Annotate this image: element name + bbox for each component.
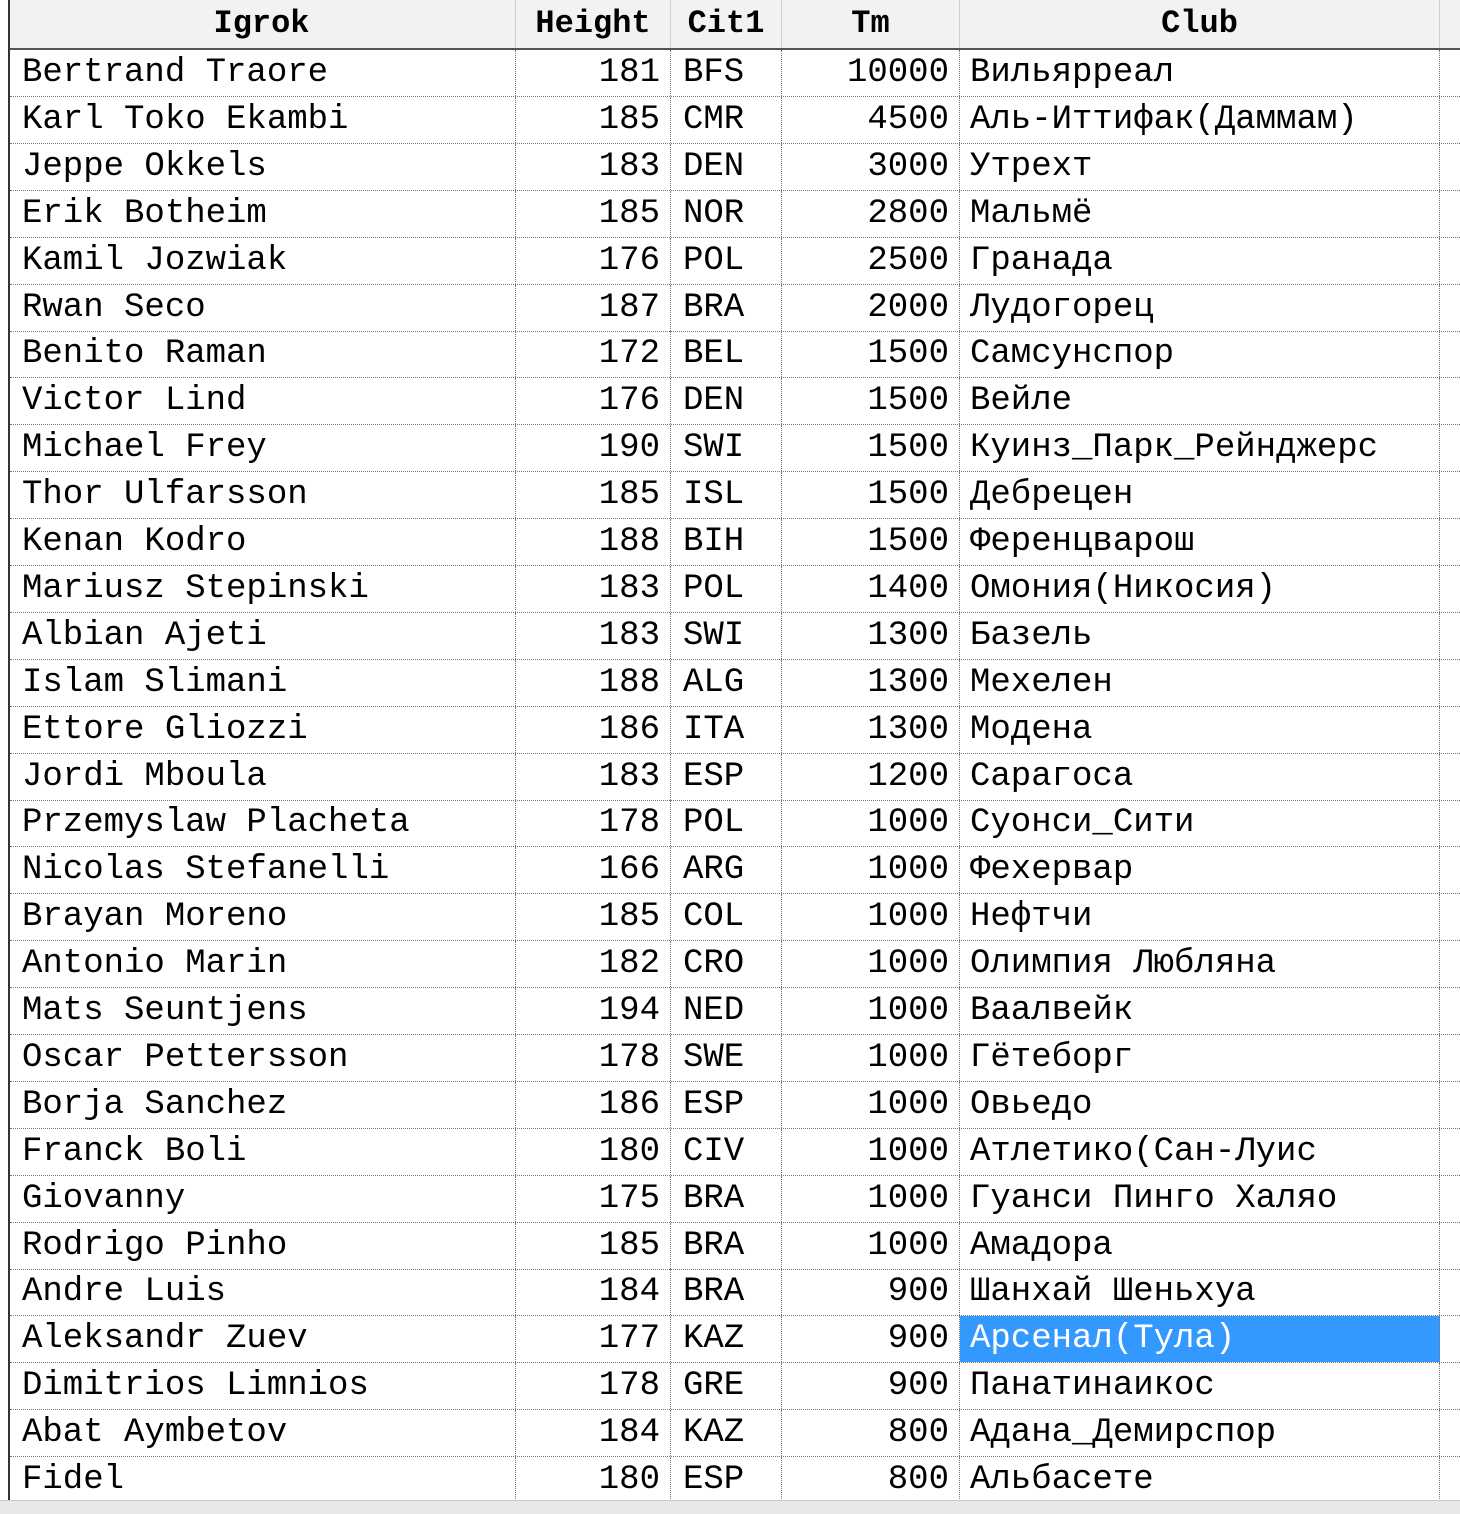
cell-igrok[interactable]: Franck Boli: [10, 1129, 516, 1175]
cell-club[interactable]: Атлетико(Сан-Луис: [960, 1129, 1440, 1175]
cell-igrok[interactable]: Przemyslaw Placheta: [10, 800, 516, 846]
cell-cit1[interactable]: BRA: [671, 1269, 782, 1315]
cell-club[interactable]: Куинз_Парк_Рейнджерс: [960, 425, 1440, 471]
table-row[interactable]: [10, 847, 1460, 894]
cell-height[interactable]: 183: [516, 754, 671, 800]
cell-cit1[interactable]: KAZ: [671, 1410, 782, 1456]
cell-tm[interactable]: 1500: [782, 425, 960, 471]
cell-height[interactable]: 184: [516, 1269, 671, 1315]
cell-club[interactable]: Вейле: [960, 378, 1440, 424]
column-header-height[interactable]: Height: [516, 0, 671, 48]
cell-tm[interactable]: 1500: [782, 472, 960, 518]
cell-igrok[interactable]: Islam Slimani: [10, 660, 516, 706]
cell-height[interactable]: 176: [516, 238, 671, 284]
cell-tm[interactable]: 1000: [782, 1129, 960, 1175]
cell-tm[interactable]: 1000: [782, 894, 960, 940]
cell-cit1[interactable]: NED: [671, 988, 782, 1034]
table-row[interactable]: [10, 566, 1460, 613]
table-row[interactable]: [10, 941, 1460, 988]
cell-igrok[interactable]: Erik Botheim: [10, 191, 516, 237]
cell-club[interactable]: Адана_Демирспор: [960, 1410, 1440, 1456]
cell-tm[interactable]: 1500: [782, 378, 960, 424]
column-header-igrok[interactable]: Igrok: [8, 0, 516, 48]
table-row[interactable]: [10, 285, 1460, 332]
cell-height[interactable]: 185: [516, 97, 671, 143]
table-row[interactable]: [10, 1316, 1460, 1363]
table-row[interactable]: [10, 1410, 1460, 1457]
cell-club[interactable]: Дебрецен: [960, 472, 1440, 518]
cell-igrok[interactable]: Antonio Marin: [10, 941, 516, 987]
cell-cit1[interactable]: BRA: [671, 1176, 782, 1222]
cell-height[interactable]: 183: [516, 566, 671, 612]
cell-tm[interactable]: 800: [782, 1410, 960, 1456]
cell-cit1[interactable]: POL: [671, 238, 782, 284]
cell-club[interactable]: Утрехт: [960, 144, 1440, 190]
cell-cit1[interactable]: ESP: [671, 1457, 782, 1503]
table-row[interactable]: [10, 707, 1460, 754]
cell-club[interactable]: Сарагоса: [960, 754, 1440, 800]
cell-tm[interactable]: 3000: [782, 144, 960, 190]
cell-igrok[interactable]: Jeppe Okkels: [10, 144, 516, 190]
cell-tm[interactable]: 1000: [782, 1082, 960, 1128]
cell-tm[interactable]: 1000: [782, 800, 960, 846]
cell-cit1[interactable]: BEL: [671, 331, 782, 377]
cell-club[interactable]: Базель: [960, 613, 1440, 659]
table-row[interactable]: [10, 425, 1460, 472]
cell-cit1[interactable]: ISL: [671, 472, 782, 518]
cell-igrok[interactable]: Fidel: [10, 1457, 516, 1503]
cell-cit1[interactable]: ARG: [671, 847, 782, 893]
cell-cit1[interactable]: BRA: [671, 285, 782, 331]
table-row[interactable]: [10, 800, 1460, 847]
cell-height[interactable]: 188: [516, 519, 671, 565]
cell-club[interactable]: Фехервар: [960, 847, 1440, 893]
table-row[interactable]: [10, 472, 1460, 519]
cell-tm[interactable]: 4500: [782, 97, 960, 143]
cell-cit1[interactable]: KAZ: [671, 1316, 782, 1362]
cell-cit1[interactable]: DEN: [671, 144, 782, 190]
cell-club[interactable]: Суонси_Сити: [960, 800, 1440, 846]
cell-height[interactable]: 183: [516, 144, 671, 190]
cell-tm[interactable]: 1000: [782, 1223, 960, 1269]
cell-igrok[interactable]: Karl Toko Ekambi: [10, 97, 516, 143]
cell-igrok[interactable]: Nicolas Stefanelli: [10, 847, 516, 893]
cell-tm[interactable]: 1000: [782, 847, 960, 893]
cell-tm[interactable]: 1400: [782, 566, 960, 612]
cell-cit1[interactable]: ITA: [671, 707, 782, 753]
column-header-club[interactable]: Club: [960, 0, 1440, 48]
cell-tm[interactable]: 800: [782, 1457, 960, 1503]
cell-club[interactable]: Самсунспор: [960, 331, 1440, 377]
cell-tm[interactable]: 1200: [782, 754, 960, 800]
cell-tm[interactable]: 1000: [782, 1176, 960, 1222]
table-row[interactable]: [10, 613, 1460, 660]
cell-height[interactable]: 184: [516, 1410, 671, 1456]
cell-height[interactable]: 166: [516, 847, 671, 893]
cell-cit1[interactable]: SWE: [671, 1035, 782, 1081]
table-row[interactable]: [10, 1269, 1460, 1316]
table-row[interactable]: [10, 1129, 1460, 1176]
cell-tm[interactable]: 900: [782, 1269, 960, 1315]
cell-tm[interactable]: 2500: [782, 238, 960, 284]
cell-cit1[interactable]: CMR: [671, 97, 782, 143]
cell-height[interactable]: 183: [516, 613, 671, 659]
cell-height[interactable]: 186: [516, 707, 671, 753]
cell-height[interactable]: 185: [516, 894, 671, 940]
cell-igrok[interactable]: Rodrigo Pinho: [10, 1223, 516, 1269]
cell-height[interactable]: 186: [516, 1082, 671, 1128]
cell-height[interactable]: 185: [516, 191, 671, 237]
cell-igrok[interactable]: Kamil Jozwiak: [10, 238, 516, 284]
cell-tm[interactable]: 10000: [782, 50, 960, 96]
cell-tm[interactable]: 1000: [782, 988, 960, 1034]
cell-height[interactable]: 175: [516, 1176, 671, 1222]
cell-cit1[interactable]: DEN: [671, 378, 782, 424]
cell-height[interactable]: 185: [516, 1223, 671, 1269]
cell-height[interactable]: 177: [516, 1316, 671, 1362]
cell-igrok[interactable]: Benito Raman: [10, 331, 516, 377]
cell-club[interactable]: Олимпия Любляна: [960, 941, 1440, 987]
cell-height[interactable]: 182: [516, 941, 671, 987]
cell-height[interactable]: 181: [516, 50, 671, 96]
cell-height[interactable]: 188: [516, 660, 671, 706]
table-row[interactable]: [10, 50, 1460, 97]
cell-igrok[interactable]: Dimitrios Limnios: [10, 1363, 516, 1409]
cell-height[interactable]: 180: [516, 1457, 671, 1503]
cell-cit1[interactable]: SWI: [671, 613, 782, 659]
cell-igrok[interactable]: Andre Luis: [10, 1269, 516, 1315]
table-row[interactable]: [10, 97, 1460, 144]
cell-tm[interactable]: 900: [782, 1363, 960, 1409]
table-row[interactable]: [10, 1457, 1460, 1504]
table-row[interactable]: [10, 238, 1460, 285]
table-row[interactable]: [10, 1176, 1460, 1223]
cell-igrok[interactable]: Mats Seuntjens: [10, 988, 516, 1034]
cell-tm[interactable]: 2800: [782, 191, 960, 237]
cell-igrok[interactable]: Thor Ulfarsson: [10, 472, 516, 518]
table-row[interactable]: [10, 331, 1460, 378]
cell-igrok[interactable]: Giovanny: [10, 1176, 516, 1222]
cell-igrok[interactable]: Mariusz Stepinski: [10, 566, 516, 612]
cell-cit1[interactable]: SWI: [671, 425, 782, 471]
cell-igrok[interactable]: Jordi Mboula: [10, 754, 516, 800]
cell-club[interactable]: Арсенал(Тула): [960, 1316, 1440, 1362]
cell-club[interactable]: Ференцварош: [960, 519, 1440, 565]
column-header-tm[interactable]: Tm: [782, 0, 960, 48]
cell-club[interactable]: Мальмё: [960, 191, 1440, 237]
table-row[interactable]: [10, 191, 1460, 238]
table-row[interactable]: [10, 1363, 1460, 1410]
cell-tm[interactable]: 1300: [782, 613, 960, 659]
cell-igrok[interactable]: Abat Aymbetov: [10, 1410, 516, 1456]
cell-tm[interactable]: 1300: [782, 660, 960, 706]
cell-club[interactable]: Модена: [960, 707, 1440, 753]
cell-igrok[interactable]: Albian Ajeti: [10, 613, 516, 659]
cell-igrok[interactable]: Victor Lind: [10, 378, 516, 424]
horizontal-scrollbar[interactable]: [0, 1500, 1460, 1514]
cell-tm[interactable]: 2000: [782, 285, 960, 331]
table-row[interactable]: [10, 144, 1460, 191]
cell-tm[interactable]: 1500: [782, 331, 960, 377]
cell-club[interactable]: Нефтчи: [960, 894, 1440, 940]
cell-club[interactable]: Амадора: [960, 1223, 1440, 1269]
cell-cit1[interactable]: POL: [671, 566, 782, 612]
cell-height[interactable]: 172: [516, 331, 671, 377]
cell-club[interactable]: Лудогорец: [960, 285, 1440, 331]
table-row[interactable]: [10, 1223, 1460, 1270]
cell-cit1[interactable]: BRA: [671, 1223, 782, 1269]
cell-cit1[interactable]: COL: [671, 894, 782, 940]
cell-igrok[interactable]: Ettore Gliozzi: [10, 707, 516, 753]
table-row[interactable]: [10, 988, 1460, 1035]
cell-cit1[interactable]: BFS: [671, 50, 782, 96]
table-row[interactable]: [10, 519, 1460, 566]
table-row[interactable]: [10, 378, 1460, 425]
cell-igrok[interactable]: Michael Frey: [10, 425, 516, 471]
cell-tm[interactable]: 1500: [782, 519, 960, 565]
cell-cit1[interactable]: ESP: [671, 1082, 782, 1128]
cell-club[interactable]: Аль-Иттифак(Даммам): [960, 97, 1440, 143]
table-row[interactable]: [10, 1082, 1460, 1129]
cell-igrok[interactable]: Oscar Pettersson: [10, 1035, 516, 1081]
cell-cit1[interactable]: ALG: [671, 660, 782, 706]
cell-club[interactable]: Гранада: [960, 238, 1440, 284]
cell-height[interactable]: 178: [516, 1035, 671, 1081]
cell-igrok[interactable]: Aleksandr Zuev: [10, 1316, 516, 1362]
cell-height[interactable]: 185: [516, 472, 671, 518]
cell-club[interactable]: Вильярреал: [960, 50, 1440, 96]
table-row[interactable]: [10, 894, 1460, 941]
cell-cit1[interactable]: CIV: [671, 1129, 782, 1175]
cell-height[interactable]: 190: [516, 425, 671, 471]
cell-igrok[interactable]: Rwan Seco: [10, 285, 516, 331]
cell-cit1[interactable]: ESP: [671, 754, 782, 800]
cell-cit1[interactable]: POL: [671, 800, 782, 846]
cell-cit1[interactable]: BIH: [671, 519, 782, 565]
cell-club[interactable]: Гуанси Пинго Халяо: [960, 1176, 1440, 1222]
cell-igrok[interactable]: Kenan Kodro: [10, 519, 516, 565]
cell-height[interactable]: 180: [516, 1129, 671, 1175]
cell-tm[interactable]: 900: [782, 1316, 960, 1362]
cell-igrok[interactable]: Brayan Moreno: [10, 894, 516, 940]
cell-igrok[interactable]: Bertrand Traore: [10, 50, 516, 96]
cell-tm[interactable]: 1300: [782, 707, 960, 753]
table-row[interactable]: [10, 754, 1460, 801]
cell-club[interactable]: Овьедо: [960, 1082, 1440, 1128]
table-row[interactable]: [10, 1035, 1460, 1082]
cell-height[interactable]: 176: [516, 378, 671, 424]
cell-club[interactable]: Панатинаикос: [960, 1363, 1440, 1409]
cell-height[interactable]: 178: [516, 1363, 671, 1409]
cell-cit1[interactable]: GRE: [671, 1363, 782, 1409]
cell-cit1[interactable]: NOR: [671, 191, 782, 237]
cell-height[interactable]: 194: [516, 988, 671, 1034]
cell-igrok[interactable]: Borja Sanchez: [10, 1082, 516, 1128]
cell-height[interactable]: 187: [516, 285, 671, 331]
cell-height[interactable]: 178: [516, 800, 671, 846]
table-row[interactable]: [10, 660, 1460, 707]
cell-club[interactable]: Гётеборг: [960, 1035, 1440, 1081]
cell-club[interactable]: Ваалвейк: [960, 988, 1440, 1034]
cell-club[interactable]: Альбасете: [960, 1457, 1440, 1503]
column-header-cit1[interactable]: Cit1: [671, 0, 782, 48]
cell-cit1[interactable]: CRO: [671, 941, 782, 987]
cell-club[interactable]: Шанхай Шеньхуа: [960, 1269, 1440, 1315]
cell-club[interactable]: Омония(Никосия): [960, 566, 1440, 612]
cell-tm[interactable]: 1000: [782, 1035, 960, 1081]
cell-club[interactable]: Мехелен: [960, 660, 1440, 706]
cell-tm[interactable]: 1000: [782, 941, 960, 987]
